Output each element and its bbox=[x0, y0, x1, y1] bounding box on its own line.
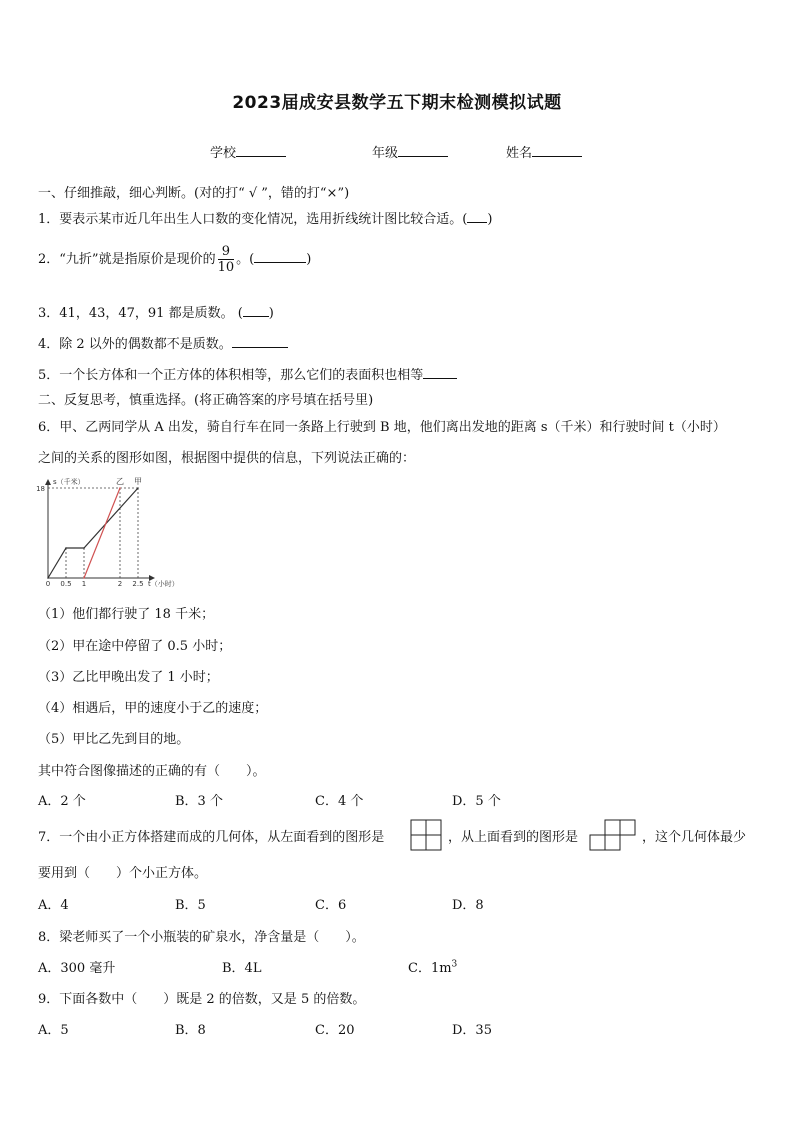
name-blank[interactable] bbox=[532, 144, 582, 157]
data-point-jia-0 bbox=[47, 577, 49, 579]
q6-statement-3: （3）乙比甲晚出发了 1 小时； bbox=[38, 670, 219, 685]
q6-question: 其中符合图像描述的正确的有（ ）。 bbox=[38, 764, 266, 779]
q8-option-c[interactable] bbox=[408, 957, 457, 976]
y-tick-label-0: 18 bbox=[36, 485, 45, 493]
q2-answer-blank[interactable] bbox=[254, 250, 306, 263]
fraction-numerator: 9 bbox=[218, 244, 235, 260]
data-point-yi-1 bbox=[119, 487, 121, 489]
q6-option-a[interactable]: A．2 个 bbox=[38, 794, 86, 809]
q8-text: 8．梁老师买了一个小瓶装的矿泉水，净含量是（ ）。 bbox=[38, 930, 365, 945]
q2-text-post: 。( bbox=[236, 252, 255, 267]
school-label: 学校 bbox=[210, 146, 237, 161]
q6-line2: 之间的关系的图形如图，根据图中提供的信息，下列说法正确的： bbox=[38, 451, 416, 466]
question-1 bbox=[38, 208, 492, 227]
series-line-yi bbox=[84, 488, 120, 578]
q9-options bbox=[38, 1019, 538, 1037]
distance-time-chart bbox=[36, 474, 196, 592]
school-blank[interactable] bbox=[236, 144, 286, 157]
q8-option-a[interactable]: A．300 毫升 bbox=[38, 961, 116, 976]
q1-answer-blank[interactable] bbox=[467, 210, 487, 223]
data-point-jia-1 bbox=[65, 547, 67, 549]
fraction-nine-tenths bbox=[218, 244, 235, 275]
series-label-yi: 乙 bbox=[116, 477, 124, 486]
q9-option-b[interactable]: B．8 bbox=[175, 1023, 206, 1038]
q6-line1: 6．甲、乙两同学从 A 出发，骑自行车在同一条路上行驶到 B 地，他们离出发地的距离 s（千米）和行驶时间 t（小时） bbox=[38, 420, 726, 435]
section1-heading: 一、仔细推敲，细心判断。(对的打“ √ ”，错的打“×”) bbox=[38, 186, 350, 201]
q2-close: ) bbox=[306, 252, 312, 267]
top-view-figure bbox=[589, 819, 639, 851]
q6-statement-1: （1）他们都行驶了 18 千米； bbox=[38, 607, 215, 622]
q7-line2: 要用到（ ）个小正方体。 bbox=[38, 866, 208, 881]
x-tick-label-1: 0.5 bbox=[60, 580, 72, 588]
q8-option-b[interactable]: B．4L bbox=[222, 961, 262, 976]
data-point-jia-2 bbox=[83, 547, 85, 549]
q3-answer-blank[interactable] bbox=[243, 304, 269, 317]
x-tick-label-4: 2.5 bbox=[132, 580, 144, 588]
q5-answer-blank[interactable] bbox=[423, 366, 457, 379]
name-field[interactable] bbox=[506, 142, 582, 161]
q9-option-d[interactable]: D．35 bbox=[452, 1023, 492, 1038]
q9-option-c[interactable]: C．20 bbox=[315, 1023, 355, 1038]
q7-options bbox=[38, 894, 538, 912]
series-label-jia: 甲 bbox=[134, 477, 142, 486]
section2-heading: 二、反复思考，慎重选择。(将正确答案的序号填在括号里) bbox=[38, 393, 374, 408]
q6-option-b[interactable]: B．3 个 bbox=[175, 794, 223, 809]
q3-text: 3．41，43，47，91 都是质数。 ( bbox=[38, 306, 243, 321]
q7-line1-c: ，这个几何体最少 bbox=[642, 830, 747, 845]
x-tick-label-3: 2 bbox=[117, 580, 123, 588]
q9-option-a[interactable]: A．5 bbox=[38, 1023, 69, 1038]
q5-text: 5．一个长方体和一个正方体的体积相等，那么它们的表面积也相等 bbox=[38, 368, 424, 383]
q4-text: 4．除 2 以外的偶数都不是质数。 bbox=[38, 337, 232, 352]
grade-label: 年级 bbox=[372, 146, 399, 161]
x-axis-label: t（小时） bbox=[148, 580, 179, 588]
q6-statement-5: （5）甲比乙先到目的地。 bbox=[38, 732, 190, 747]
q7-option-b[interactable]: B．5 bbox=[175, 898, 206, 913]
q1-close: ) bbox=[487, 212, 493, 227]
x-tick-label-0: 0 bbox=[45, 580, 51, 588]
name-label: 姓名 bbox=[506, 146, 533, 161]
page-title: 2023届成安县数学五下期末检测模拟试题 bbox=[232, 93, 562, 113]
data-point-yi-0 bbox=[83, 577, 85, 579]
school-field[interactable] bbox=[210, 142, 286, 161]
left-view-figure bbox=[410, 819, 444, 851]
q2-text: 2．“九折”就是指原价是现价的 bbox=[38, 252, 216, 267]
grade-blank[interactable] bbox=[398, 144, 448, 157]
q3-close: ) bbox=[268, 306, 274, 321]
q7-line1-b: ，从上面看到的图形是 bbox=[448, 830, 579, 845]
q7-option-a[interactable]: A．4 bbox=[38, 898, 69, 913]
q6-statement-2: （2）甲在途中停留了 0.5 小时； bbox=[38, 639, 232, 654]
grade-field[interactable] bbox=[372, 142, 448, 161]
q8-option-c-text: C．1m bbox=[408, 961, 452, 976]
question-5 bbox=[38, 364, 457, 383]
q6-option-c[interactable]: C．4 个 bbox=[315, 794, 364, 809]
fraction-denominator: 10 bbox=[217, 260, 235, 275]
q1-text: 1．要表示某市近几年出生人口数的变化情况，选用折线统计图比较合适。( bbox=[38, 212, 468, 227]
question-2 bbox=[38, 244, 311, 275]
q7-option-d[interactable]: D．8 bbox=[452, 898, 484, 913]
q8-option-c-exponent: 3 bbox=[451, 959, 458, 970]
x-tick-label-2: 1 bbox=[81, 580, 87, 588]
q4-answer-blank[interactable] bbox=[232, 335, 288, 348]
series-line-jia bbox=[48, 488, 138, 578]
y-axis-label: s（千米） bbox=[53, 478, 85, 486]
q8-options bbox=[38, 957, 538, 977]
q6-option-d[interactable]: D．5 个 bbox=[452, 794, 501, 809]
q7-option-c[interactable]: C．6 bbox=[315, 898, 347, 913]
q9-text: 9．下面各数中（ ）既是 2 的倍数，又是 5 的倍数。 bbox=[38, 992, 366, 1007]
q7-line1-a: 7．一个由小正方体搭建而成的几何体，从左面看到的图形是 bbox=[38, 830, 385, 845]
question-3 bbox=[38, 302, 274, 321]
q6-statement-4: （4）相遇后，甲的速度小于乙的速度； bbox=[38, 701, 268, 716]
data-point-jia-3 bbox=[137, 487, 139, 489]
q6-options bbox=[38, 790, 538, 808]
question-4 bbox=[38, 333, 288, 352]
